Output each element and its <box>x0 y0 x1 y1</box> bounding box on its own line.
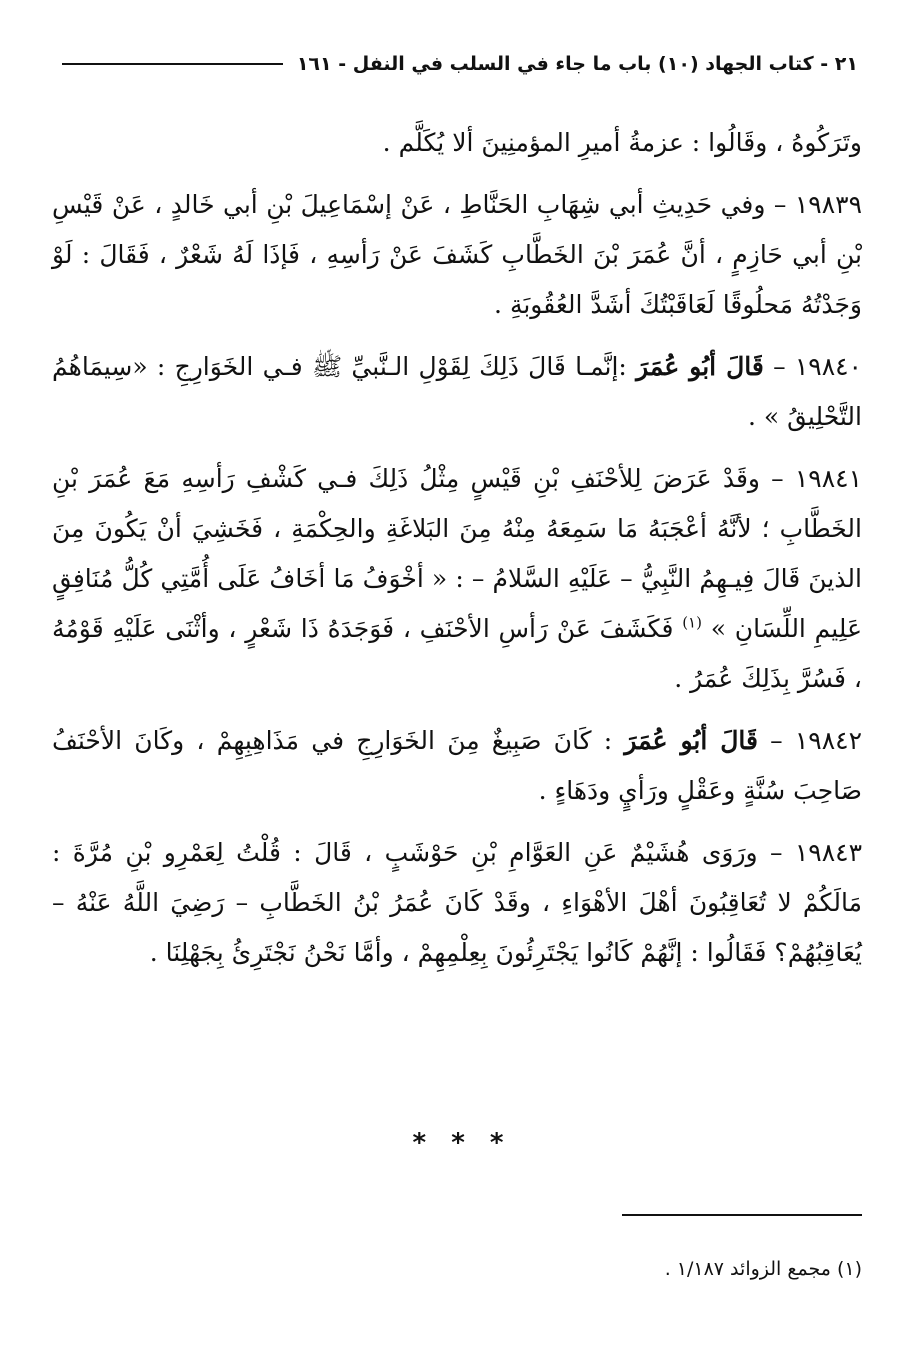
paragraph-19839 <box>52 180 862 330</box>
entry-number: ١٩٨٤١ <box>794 464 862 493</box>
paragraph-text: :إنَّمـا قَالَ ذَلِكَ لِقَوْلِ الـنَّبيِّ ﷺ فـي الخَوَارِجِ : «سِيمَاهُمُ التَّحْلِيقُ » . <box>52 352 862 431</box>
paragraph-text: – وفي حَدِيثِ أبي شِهَابِ الحَنَّاطِ ، عَنْ إسْمَاعِيلَ بْنِ أبي خَالدٍ ، عَنْ قَيْسِ بْنِ أبي حَازِمٍ ، أنَّ عُمَرَ بْنَ الخَطَّابِ كَشَفَ عَنْ رَأسِهِ ، فَإذَا لَهُ شَعْرٌ ، فَقَالَ : لَوْ وَجَدْتُهُ مَحلُوقًا لَعَاقَبْتُكَ أشَدَّ العُقُوبَةِ . <box>52 190 862 319</box>
paragraph-continuation: وتَرَكُوهُ ، وقَالُوا : عزمةُ أميرِ المؤمنِينَ ألا يُكَلَّم . <box>382 128 862 157</box>
entry-dash: – <box>770 726 783 755</box>
entry-number: ١٩٨٣٩ <box>794 190 862 219</box>
speaker-lead: قَالَ أبُو عُمَرَ <box>636 352 764 381</box>
paragraph-text: – وقَدْ عَرَضَ لِلأحْنَفِ بْنِ قَيْسٍ مِثْلُ ذَلِكَ فـي كَشْفِ رَأسِهِ مَعَ عُمَرَ بْنِ الخَطَّابِ ؛ لأنَّهُ أعْجَبَهُ مَا سَمِعَهُ مِنْهُ مِنَ البَلاغَةِ والحِكْمَةِ ، فَخَشِيَ أنْ يَكُونَ مِنَ الذينَ قَالَ فِيـهِمُ النَّبِيُّ – عَلَيْهِ السَّلامُ – : « أخْوَفُ مَا أخَافُ عَلَى أُمَّتِي كُلُّ مُنَافِقٍ عَلِيمِ اللِّسَانِ » <box>52 464 862 643</box>
paragraph-19842 <box>52 716 862 816</box>
entry-number: ١٩٨٤٢ <box>794 726 862 755</box>
section-separator: * * * <box>412 1128 512 1158</box>
entry-number: ١٩٨٤٠ <box>794 352 862 381</box>
running-header <box>56 44 858 84</box>
paragraph-text: – ورَوَى هُشَيْمٌ عَنِ العَوَّامِ بْنِ حَوْشَبٍ ، قَالَ : قُلْتُ لِعَمْرِو بْنِ مُرَّةَ : مَالَكُمْ لا تُعَاقِبُونَ أهْلَ الأهْوَاءِ ، وقَدْ كَانَ عُمَرُ بْنُ الخَطَّابِ – رَضِيَ اللَّهُ عَنْهُ – يُعَاقِبُهُمْ؟ فَقَالُوا : إنَّهُمْ كَانُوا يَجْتَرِئُونَ بِعِلْمِهِمْ ، وأمَّا نَحْنُ نَجْتَرِئُ بِجَهْلِنَا . <box>52 838 862 967</box>
main-text <box>52 118 862 990</box>
paragraph-19841 <box>52 454 862 704</box>
footnote-rule <box>622 1214 862 1216</box>
paragraph-text-continued: فَكَشَفَ عَنْ رَأسِ الأحْنَفِ ، فَوَجَدَهُ ذَا شَعْرٍ ، وأثْنَى عَلَيْهِ قَوْمُهُ ، فَسُرَّ بِذَلِكَ عُمَرُ . <box>52 614 862 693</box>
paragraph-text: : كَانَ صَبِيغٌ مِنَ الخَوَارِجِ في مَذَاهِبِهِمْ ، وكَانَ الأحْنَفُ صَاحِبَ سُنَّةٍ وعَقْلٍ ورَأيٍ ودَهَاءٍ . <box>52 726 862 805</box>
running-title: ٢١ - كتاب الجهاد (١٠) باب ما جاء في السلب في النفل - ١٦١ <box>296 53 858 75</box>
footnote-marker: (١) <box>682 613 702 632</box>
entry-dash: – <box>773 352 786 381</box>
footnote: (١) مجمع الزوائد ١/١٨٧ . <box>664 1258 862 1280</box>
paragraph-19840 <box>52 342 862 442</box>
entry-number: ١٩٨٤٣ <box>794 838 862 867</box>
speaker-lead: قَالَ أبُو عُمَرَ <box>624 726 758 755</box>
paragraph-19843 <box>52 828 862 978</box>
header-rule <box>62 63 283 65</box>
